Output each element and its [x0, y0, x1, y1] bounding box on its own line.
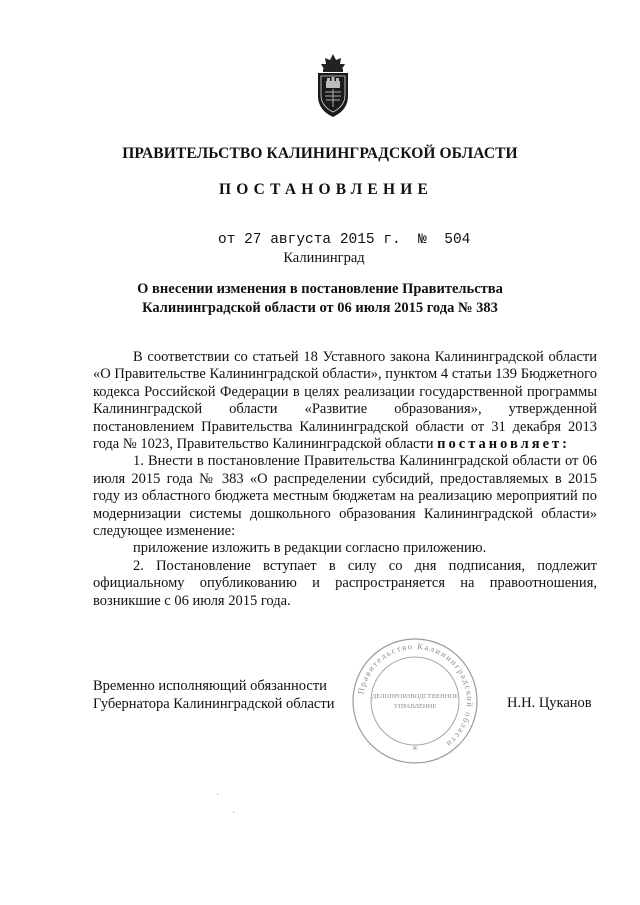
body-paragraph-3: приложение изложить в редакции согласно приложению. [133, 540, 487, 557]
document-city: Калининград [283, 250, 365, 266]
document-title-line-1: О внесении изменения в постановление Правительства [137, 281, 503, 297]
document-date-number: от 27 августа 2015 г. № 504 [218, 232, 471, 248]
government-name: ПРАВИТЕЛЬСТВО КАЛИНИНГРАДСКОЙ ОБЛАСТИ [122, 145, 518, 162]
stamp-inner-line-1: ДЕЛОПРОИЗВОДСТВЕННОЕ [371, 693, 459, 700]
signatory-position-line-2: Губернатора Калининградской области [93, 696, 335, 712]
signatory-name: Н.Н. Цуканов [507, 695, 592, 711]
stamp-outer-text: Правительство Калининградской области [355, 640, 476, 750]
body-paragraph-1 [93, 349, 597, 453]
scan-speck: · [232, 808, 236, 819]
scan-speck: · [216, 790, 220, 801]
body-paragraph-1-text: В соответствии со статьей 18 Уставного закона Калининградской области «О Правительстве Калининградской области», пунктом 4 статьи 139 Бюджетного кодекса Российской Федерации в целях реализации государственной программы Калининградской области «Развитие образования», утвержденной постановлением Правительства Калининградской области от 31 декабря 2013 года № 1023, Правительство Калининградской области [93, 349, 597, 453]
resolves-keyword: постановляет: [437, 436, 570, 453]
stamp-inner-line-2: УПРАВЛЕНИЕ [393, 703, 437, 710]
document-body [93, 349, 597, 610]
document-type: ПОСТАНОВЛЕНИЕ [218, 181, 434, 198]
official-stamp [350, 636, 480, 766]
coat-of-arms-icon [315, 52, 351, 120]
signatory-position-line-1: Временно исполняющий обязанности [93, 678, 327, 694]
body-paragraph-2: 1. Внести в постановление Правительства Калининградской области от 06 июля 2015 года № 383 «О распределении субсидий, предоставляемых в 2015 году из областного бюджета местным бюджетам на реализацию мероприятий по модернизации системы дошкольного образования Калининградской области» следующее изменение: [93, 453, 597, 540]
stamp-star-icon: ✳ [411, 744, 419, 753]
signatory-position [93, 677, 334, 713]
body-paragraph-4: 2. Постановление вступает в силу со дня подписания, подлежит официальному опубликованию и распространяется на правоотношения, возникшие с 06 июля 2015 года. [93, 557, 597, 609]
document-title-line-2: Калининградской области от 06 июля 2015 года № 383 [142, 300, 498, 316]
